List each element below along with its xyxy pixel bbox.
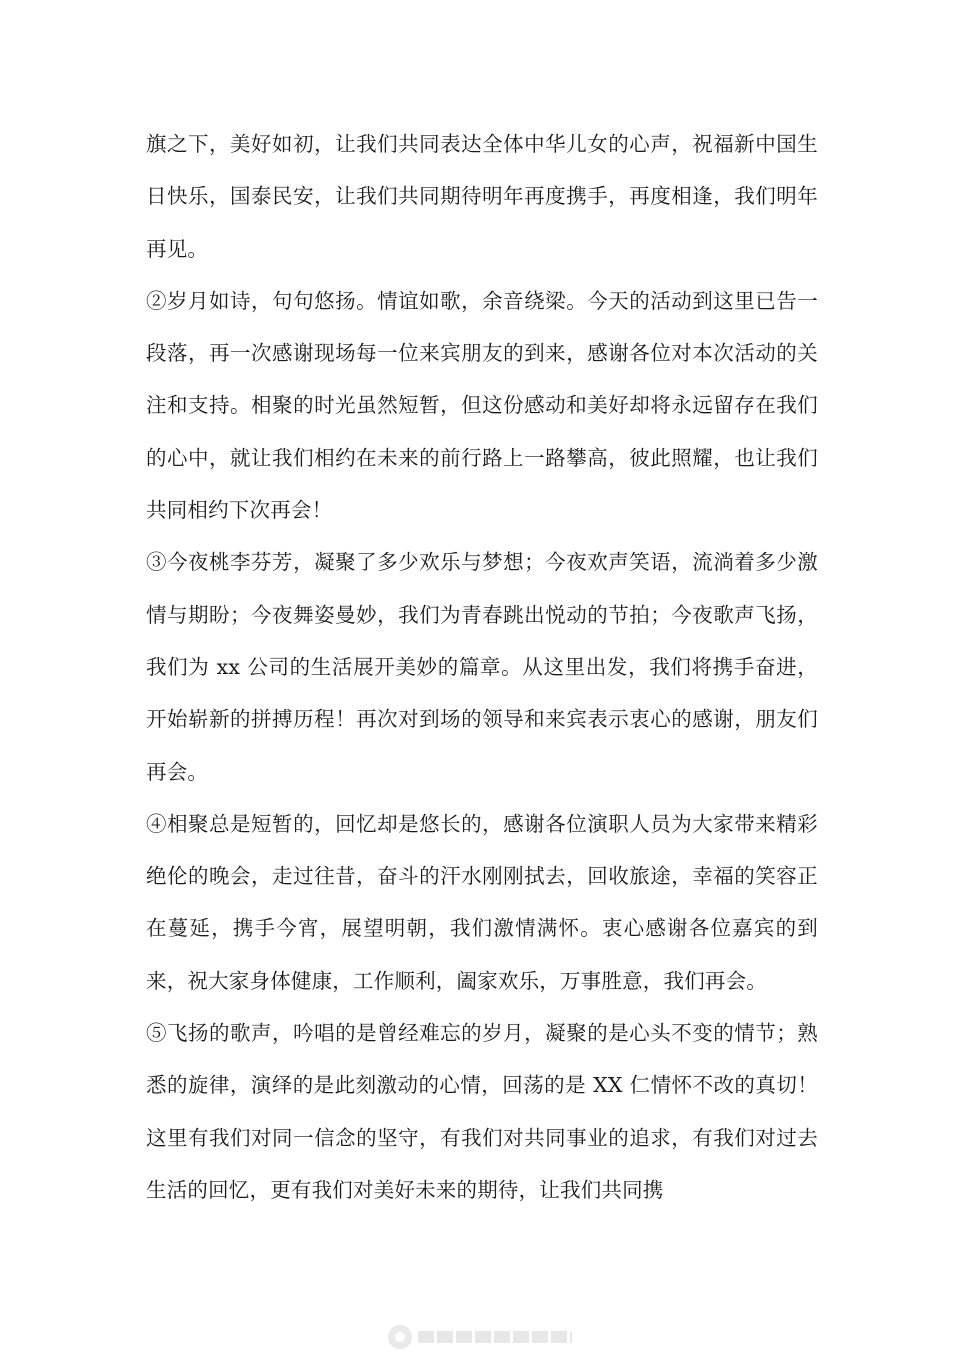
- document-body: [146, 118, 818, 1216]
- paragraph-closing-1: 旗之下，美好如初，让我们共同表达全体中华儿女的心声，祝福新中国生日快乐，国泰民安，让我们共同期待明年再度携手，再度相逢，我们明年再见。: [146, 132, 818, 261]
- watermark: [388, 1324, 572, 1350]
- paragraph-closing-4: ④相聚总是短暂的，回忆却是悠长的，感谢各位演职人员为大家带来精彩绝伦的晚会，走过往昔，奋斗的汗水刚刚拭去，回收旅途，幸福的笑容正在蔓延，携手今宵，展望明朝，我们激情满怀。衷心感谢各位嘉宾的到来，祝大家身体健康，工作顺利，阖家欢乐，万事胜意，我们再会。: [146, 811, 818, 993]
- watermark-blurred-text: [418, 1331, 572, 1343]
- watermark-logo-icon: [388, 1325, 412, 1349]
- paragraph-closing-2: ②岁月如诗，句句悠扬。情谊如歌，余音绕梁。今天的活动到这里已告一段落，再一次感谢现场每一位来宾朋友的到来，感谢各位对本次活动的关注和支持。相聚的时光虽然短暂，但这份感动和美好却将永远留存在我们的心中，就让我们相约在未来的前行路上一路攀高，彼此照耀，也让我们共同相约下次再会！: [146, 288, 818, 523]
- paragraph-closing-3: ③今夜桃李芬芳，凝聚了多少欢乐与梦想；今夜欢声笑语，流淌着多少激情与期盼；今夜舞姿曼妙，我们为青春跳出悦动的节拍；今夜歌声飞扬，我们为 xx 公司的生活展开美妙的篇章。从这里出发，我们将携手奋进，开始崭新的拼搏历程！再次对到场的领导和来宾表示衷心的感谢，朋友们再会。: [146, 550, 818, 784]
- paragraph-closing-5: ⑤飞扬的歌声，吟唱的是曾经难忘的岁月，凝聚的是心头不变的情节；熟悉的旋律，演绎的是此刻激动的心情，回荡的是 XX 仁情怀不改的真切！这里有我们对同一信念的坚守，有我们对共同事业的追求，有我们对过去生活的回忆，更有我们对美好未来的期待，让我们共同携: [146, 1021, 818, 1202]
